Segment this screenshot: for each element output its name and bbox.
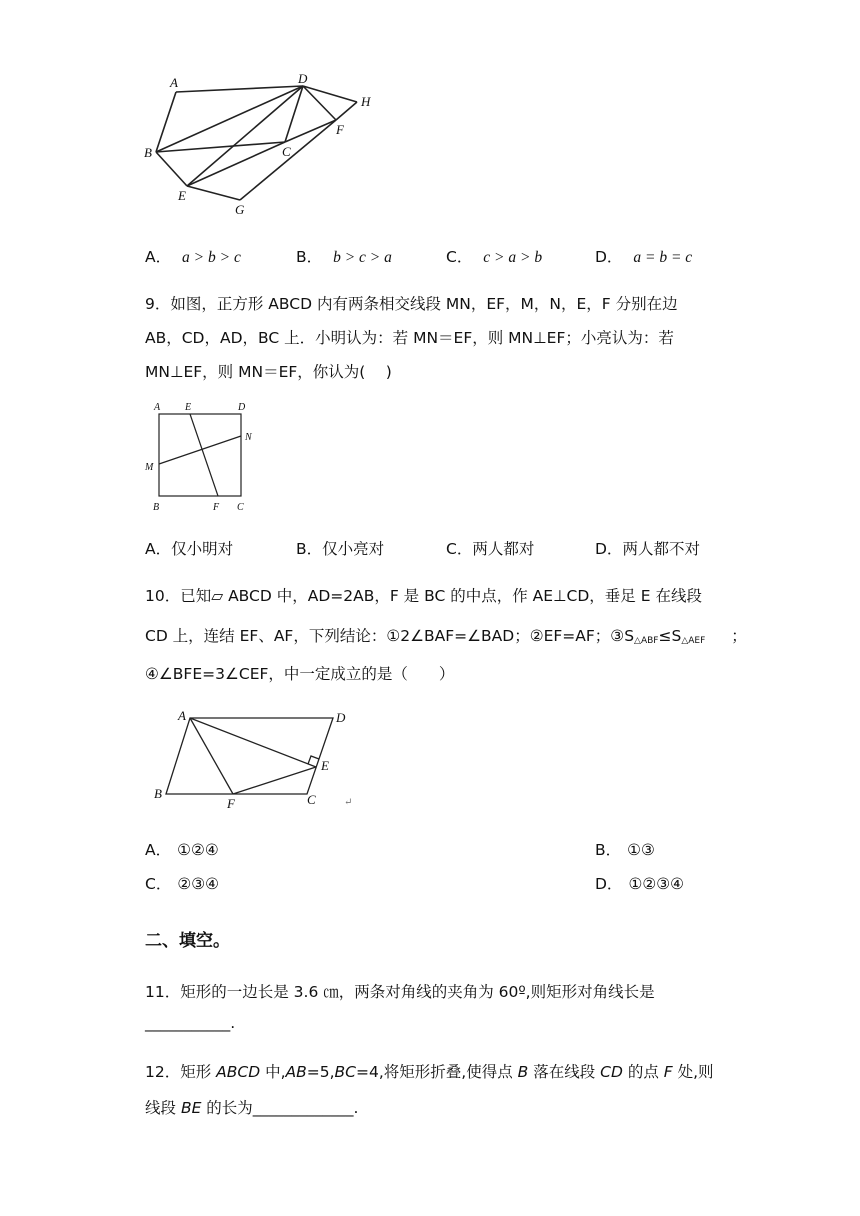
option-text: ①③ bbox=[627, 841, 655, 859]
seg-EG bbox=[187, 186, 240, 200]
q10-line2 bbox=[145, 624, 747, 646]
seg-EF bbox=[190, 414, 218, 496]
text: 中, bbox=[260, 1063, 286, 1081]
label-D: D bbox=[238, 402, 246, 413]
seg-HF bbox=[336, 102, 357, 120]
square-ABCD bbox=[159, 414, 241, 496]
text: 处,则 bbox=[672, 1063, 714, 1081]
text: 线段 bbox=[145, 1099, 181, 1117]
label-B: B bbox=[144, 145, 152, 160]
section-heading: 二、填空。 bbox=[145, 931, 230, 951]
option-letter: A． bbox=[145, 540, 172, 558]
option-letter: D． bbox=[595, 540, 623, 558]
text: =5, bbox=[306, 1063, 335, 1081]
q10-option-d bbox=[595, 872, 684, 894]
q10-option-b bbox=[595, 838, 655, 860]
label-F: F bbox=[213, 502, 220, 513]
q10-line2-leq: ≤S bbox=[658, 627, 682, 645]
option-letter: B． bbox=[595, 841, 622, 859]
q9-line3: MN⊥EF，则 MN＝EF，你认为( ) bbox=[145, 363, 392, 381]
label-E: E bbox=[178, 188, 186, 203]
q9-line2: AB，CD，AD，BC 上．小明认为：若 MN＝EF，则 MN⊥EF；小亮认为：若 bbox=[145, 329, 674, 347]
option-letter: C． bbox=[446, 248, 473, 266]
option-text: c > a > b bbox=[483, 249, 543, 266]
math-term: B bbox=[517, 1063, 529, 1081]
option-letter: D． bbox=[595, 875, 623, 893]
label-E: E bbox=[185, 402, 192, 413]
seg-BE bbox=[156, 152, 187, 186]
q10-line2-end: ； bbox=[731, 627, 747, 645]
text: 的点 bbox=[622, 1063, 664, 1081]
seg-MN bbox=[159, 436, 241, 464]
math-term: AB bbox=[285, 1063, 307, 1081]
q12-line1 bbox=[145, 1060, 714, 1082]
option-letter: C． bbox=[446, 540, 473, 558]
option-text: 两人都对 bbox=[472, 540, 535, 558]
text: =4,将矩形折叠,使得点 bbox=[356, 1063, 518, 1081]
seg-AF bbox=[190, 718, 233, 794]
figure-q9 bbox=[140, 398, 270, 518]
label-F: F bbox=[336, 122, 344, 137]
q9-option-a bbox=[145, 537, 233, 559]
text: 落在线段 bbox=[528, 1063, 601, 1081]
label-B: B bbox=[154, 786, 162, 801]
q8-option-c bbox=[446, 245, 542, 267]
q10-option-a bbox=[145, 838, 219, 860]
seg-FE bbox=[233, 767, 316, 794]
label-C: C bbox=[237, 502, 244, 513]
seg-AD bbox=[176, 86, 303, 92]
q8-option-b bbox=[296, 245, 392, 267]
label-G: G bbox=[235, 202, 245, 217]
q9-line1: 9．如图，正方形 ABCD 内有两条相交线段 MN，EF，M，N，E，F 分别在边 bbox=[145, 295, 678, 313]
math-term: BC bbox=[334, 1063, 357, 1081]
q8-option-d bbox=[595, 245, 692, 267]
label-F: F bbox=[227, 796, 235, 811]
math-term: CD bbox=[600, 1063, 623, 1081]
option-letter: B． bbox=[296, 540, 323, 558]
q9-option-c bbox=[446, 537, 534, 559]
q10-subscript-aef: △AEF bbox=[681, 636, 706, 646]
label-H: H bbox=[361, 94, 371, 109]
seg-AB bbox=[156, 92, 176, 152]
option-text: ②③④ bbox=[177, 875, 220, 893]
option-letter: B． bbox=[296, 248, 323, 266]
figure-q8 bbox=[140, 72, 380, 222]
label-A: A bbox=[154, 402, 161, 413]
option-letter: D． bbox=[595, 248, 623, 266]
math-term: ABCD bbox=[216, 1063, 261, 1081]
label-D: D bbox=[336, 710, 346, 725]
math-term: F bbox=[663, 1063, 673, 1081]
option-text: a > b > c bbox=[182, 249, 241, 266]
label-A: A bbox=[178, 708, 186, 723]
option-letter: A． bbox=[145, 841, 172, 859]
q10-line2-main: CD 上，连结 EF、AF，下列结论：①2∠BAF=∠BAD；②EF=AF；③S bbox=[145, 627, 635, 645]
seg-ED bbox=[187, 86, 303, 186]
seg-AE bbox=[190, 718, 316, 767]
label-N: N bbox=[245, 432, 252, 443]
q10-option-c bbox=[145, 872, 219, 894]
option-text: ①②④ bbox=[177, 841, 219, 859]
option-text: ①②③④ bbox=[628, 875, 685, 893]
q9-option-b bbox=[296, 537, 384, 559]
label-M: M bbox=[145, 462, 154, 473]
math-term: BE bbox=[180, 1099, 202, 1117]
label-B: B bbox=[153, 502, 160, 513]
figure-q10 bbox=[145, 700, 365, 815]
text: 的长为_____________. bbox=[201, 1099, 359, 1117]
option-letter: C． bbox=[145, 875, 172, 893]
q9-option-d bbox=[595, 537, 700, 559]
option-text: a = b = c bbox=[633, 249, 693, 266]
q11-line1: 11．矩形的一边长是 3.6 ㎝，两条对角线的夹角为 60º,则矩形对角线长是 bbox=[145, 983, 655, 1001]
q12-line2 bbox=[145, 1096, 358, 1118]
label-A: A bbox=[170, 75, 178, 90]
q8-option-a bbox=[145, 245, 241, 267]
label-D: D bbox=[298, 72, 308, 86]
q10-line3: ④∠BFE=3∠CEF，中一定成立的是（ ） bbox=[145, 665, 455, 683]
option-text: 两人都不对 bbox=[622, 540, 700, 558]
q10-subscript-abf: △ABF bbox=[634, 636, 659, 646]
parallelogram-ABCD bbox=[166, 718, 333, 794]
option-text: b > c > a bbox=[333, 249, 392, 266]
option-text: 仅小亮对 bbox=[322, 540, 385, 558]
label-C: C bbox=[282, 144, 291, 159]
q10-line1: 10．已知▱ ABCD 中，AD=2AB，F 是 BC 的中点，作 AE⊥CD，垂足 E 在线段 bbox=[145, 587, 702, 605]
return-mark: ↵ bbox=[344, 797, 353, 808]
label-E: E bbox=[321, 758, 329, 773]
label-C: C bbox=[307, 792, 316, 807]
q11-line2: ___________. bbox=[145, 1014, 236, 1032]
seg-CF bbox=[285, 120, 336, 142]
option-text: 仅小明对 bbox=[171, 540, 234, 558]
text: 12．矩形 bbox=[145, 1063, 217, 1081]
option-letter: A． bbox=[145, 248, 172, 266]
